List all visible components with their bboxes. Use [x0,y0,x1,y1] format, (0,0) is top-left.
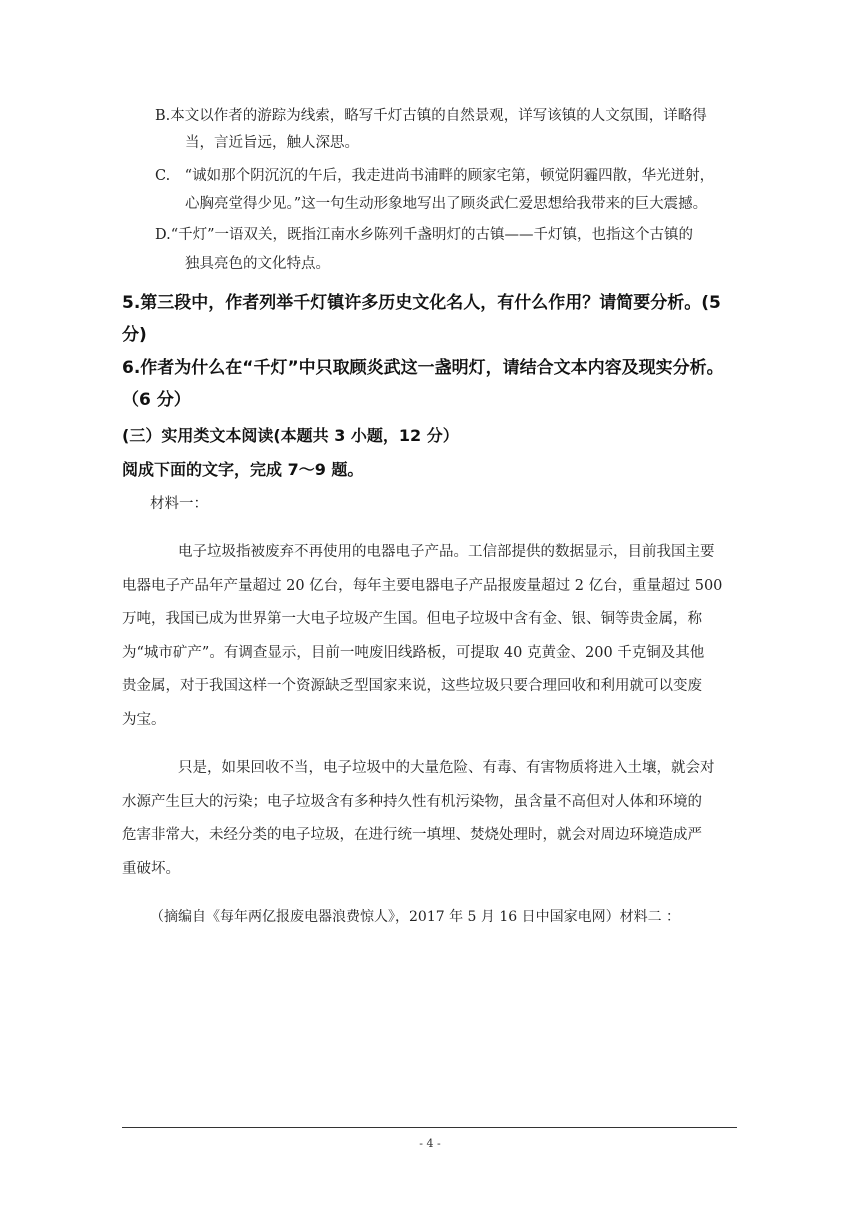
option-b-line-1: B.本文以作者的游踪为线索，略写千灯古镇的自然景观，详写该镇的人文氛围，详略得 [155,108,707,124]
material-p2-line: 重破坏。 [122,861,180,877]
question-5-line-2: 分) [122,325,147,345]
material-p2-line: 危害非常大，未经分类的电子垃圾，在进行统一填埋、焚烧处理时，就会对周边环境造成严 [122,827,702,843]
material-p1-line: 万吨，我国已成为世界第一大电子垃圾产生国。但电子垃圾中含有金、银、铜等贵金属，称 [122,611,702,627]
option-d-line-1: D.“千灯”一语双关，既指江南水乡陈列千盏明灯的古镇——千灯镇，也指这个古镇的 [155,227,694,243]
material-p1-line: 贵金属，对于我国这样一个资源缺乏型国家来说，这些垃圾只要合理回收和利用就可以变废 [122,678,702,694]
material-p1-line: 为宝。 [122,712,166,728]
section-heading: (三）实用类文本阅读(本题共 3 小题，12 分） [122,426,459,445]
question-6-line-2: （6 分） [122,390,191,410]
material-source: （摘编自《每年两亿报废电器浪费惊人》，2017 年 5 月 16 日中国家电网）材料二 ： [150,909,681,925]
option-c-line-1: C. “诚如那个阴沉沉的午后，我走进尚书浦畔的顾家宅第，顿觉阴霾四散，华光迸射， [155,168,715,184]
material-p1-line: 电子垃圾指被废弃不再使用的电器电子产品。工信部提供的数据显示，目前我国主要 [178,544,715,560]
section-instruction: 阅成下面的文字，完成 7～9 题。 [122,460,364,479]
option-c-line-2: 心胸亮堂得少见。”这一句生动形象地写出了顾炎武仁爱思想给我带来的巨大震撼。 [185,196,708,212]
option-b-line-2: 当，言近旨远，触人深思。 [185,135,359,151]
material-p1-line: 电器电子产品年产量超过 20 亿台，每年主要电器电子产品报废量超过 2 亿台，重量超过 500 [122,578,723,594]
question-6-line-1: 6.作者为什么在“千灯”中只取顾炎武这一盏明灯，请结合文本内容及现实分析。 [122,358,724,378]
material-p2-line: 水源产生巨大的污染；电子垃圾含有多种持久性有机污染物，虽含量不高但对人体和环境的 [122,794,702,810]
material-p1-line: 为“城市矿产”。有调查显示，目前一吨废旧线路板，可提取 40 克黄金、200 千克铜及其他 [122,645,705,661]
question-5-line-1: 5.第三段中，作者列举千灯镇许多历史文化名人，有什么作用？请简要分析。(5 [122,293,721,313]
option-d-line-2: 独具亮色的文化特点。 [185,256,330,272]
material-label: 材料一： [150,496,208,512]
material-p2-line: 只是，如果回收不当，电子垃圾中的大量危险、有毒、有害物质将进入土壤，就会对 [178,760,715,776]
page-number: - 4 - [419,1137,441,1150]
footer-divider [122,1127,737,1128]
